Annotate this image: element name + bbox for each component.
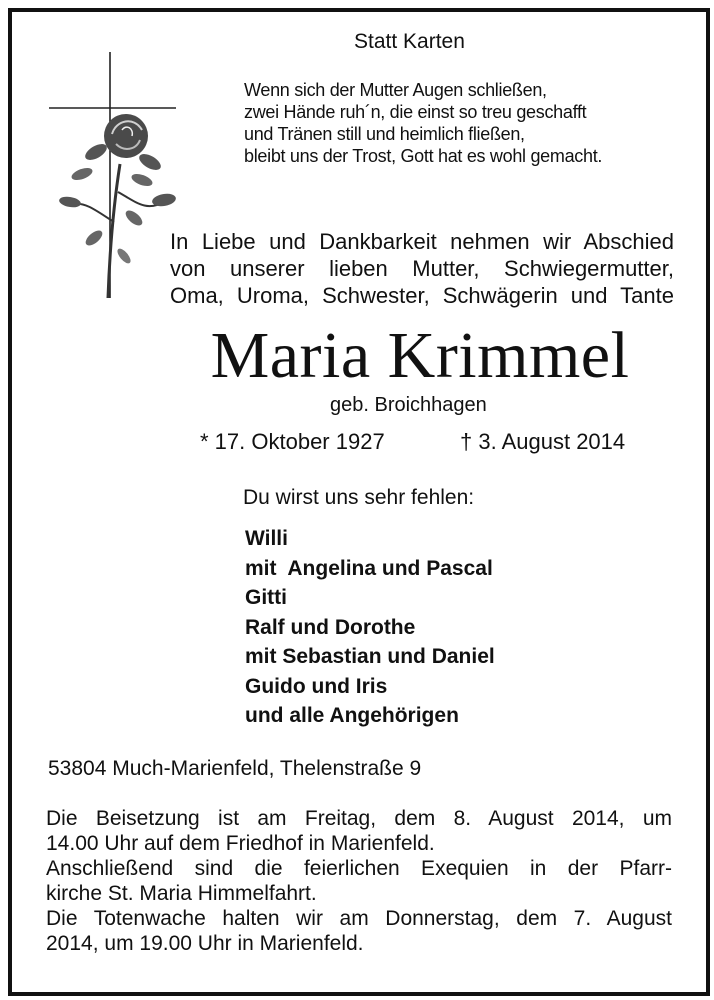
family-member: Willi xyxy=(245,527,288,550)
poem xyxy=(244,79,602,167)
address: 53804 Much-Marienfeld, Thelenstraße 9 xyxy=(48,757,422,780)
funeral-line: 2014, um 19.00 Uhr in Marienfeld. xyxy=(46,932,364,955)
family-list xyxy=(245,524,495,731)
poem-line: zwei Hände ruh´n, die einst so treu geschafft xyxy=(244,102,587,122)
funeral-line: Die Beisetzung ist am Freitag, dem 8. August 2014, um xyxy=(46,807,672,830)
funeral-line: 14.00 Uhr auf dem Friedhof in Marienfeld. xyxy=(46,832,435,855)
cross-with-rose-icon xyxy=(46,52,186,302)
missed-line: Du wirst uns sehr fehlen: xyxy=(243,486,475,509)
birth-date: * 17. Oktober 1927 xyxy=(200,429,385,454)
funeral-line: Anschließend sind die feierlichen Exequien in der Pfarr- xyxy=(46,857,672,880)
intro-line: von unserer lieben Mutter, Schwiegermutter, xyxy=(170,256,674,281)
intro-line: Oma, Uroma, Schwester, Schwägerin und Tante xyxy=(170,283,674,308)
intro-paragraph xyxy=(170,228,674,309)
maiden-name: geb. Broichhagen xyxy=(330,394,487,416)
family-member: Gitti xyxy=(245,586,287,609)
deceased-name-row xyxy=(0,318,706,394)
death-date: † 3. August 2014 xyxy=(460,429,626,454)
poem-line: und Tränen still und heimlich fließen, xyxy=(244,124,525,144)
poem-line: bleibt uns der Trost, Gott hat es wohl gemacht. xyxy=(244,146,603,166)
family-member: mit Sebastian und Daniel xyxy=(245,645,495,668)
header-text: Statt Karten xyxy=(354,30,465,53)
family-member: mit Angelina und Pascal xyxy=(245,556,493,580)
poem-line: Wenn sich der Mutter Augen schließen, xyxy=(244,80,547,100)
intro-line: In Liebe und Dankbarkeit nehmen wir Abschied xyxy=(170,229,674,254)
family-member: Ralf und Dorothe xyxy=(245,615,416,639)
funeral-info xyxy=(46,806,672,956)
family-member: Guido und Iris xyxy=(245,674,388,698)
deceased-name: Maria Krimmel xyxy=(210,319,630,392)
family-member: und alle Angehörigen xyxy=(245,704,459,727)
funeral-line: kirche St. Maria Himmelfahrt. xyxy=(46,882,317,905)
funeral-line: Die Totenwache halten wir am Donnerstag, dem 7. August xyxy=(46,907,672,930)
